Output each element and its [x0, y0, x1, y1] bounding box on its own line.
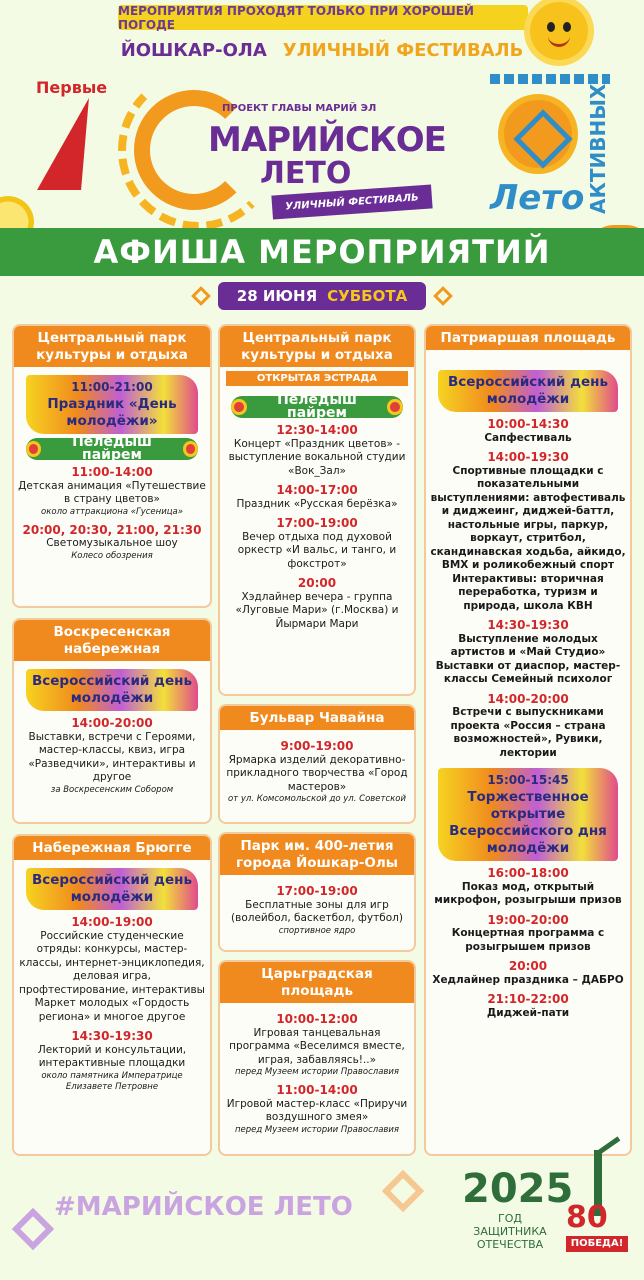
event-time: 16:00-18:00	[487, 866, 569, 880]
venue-card-park400	[218, 832, 416, 952]
event-time: 14:30-19:30	[71, 1029, 153, 1043]
highlight-banner: Всероссийский день молодёжи	[26, 868, 199, 910]
hashtag: #МАРИЙСКОЕ ЛЕТО	[54, 1192, 353, 1222]
header-city: ЙОШКАР-ОЛА	[120, 40, 267, 61]
year-2025: 2025	[462, 1166, 574, 1212]
logo-title-line1: МАРИЙСКОЕ	[208, 120, 446, 160]
event-note: перед Музеем истории Православия	[234, 1067, 400, 1077]
event-note: за Воскресенским Собором	[50, 784, 174, 795]
pill-label: Пеледыш пайрем	[72, 433, 152, 463]
date-day: 28 ИЮНЯ	[236, 287, 318, 305]
ornament-icon	[382, 1170, 424, 1212]
event-time: 14:00-19:30	[487, 450, 569, 464]
highlight-banner: Всероссийский день молодёжи	[438, 370, 618, 412]
leto-word: Лето	[490, 178, 585, 218]
highlight-banner: Всероссийский день молодёжи	[26, 669, 199, 711]
venue-title: Центральный парк культуры и отдыха	[220, 326, 414, 367]
date-weekday: СУББОТА	[327, 287, 408, 305]
event-text: Светомузыкальное шоу	[46, 537, 178, 549]
pervye-logo-text: Первые	[36, 78, 108, 97]
leto-aktivnykh-logo	[490, 74, 610, 216]
venue-title: Патриаршая площадь	[426, 326, 630, 350]
event-text: Детская анимация «Путешествие в страну цветов»	[18, 479, 206, 505]
event-note: спортивное ядро	[278, 925, 356, 936]
event-title: Праздник «День молодёжи»	[47, 396, 177, 429]
event-text: Сапфестиваль	[484, 431, 572, 444]
event-text: Хэдлайнер вечера - группа «Луговые Мари» (г.Москва) и Йырмари Мари	[235, 590, 399, 630]
event-note: перед Музеем истории Православия	[234, 1124, 400, 1135]
event-text: Хедлайнер праздника – ДАБРО	[432, 973, 624, 986]
pill-label: Пеледыш пайрем	[277, 391, 357, 421]
venue-card-central-park-1	[12, 324, 212, 608]
flower-icon	[26, 441, 41, 457]
year-subtitle: ГОД ЗАЩИТНИКА ОТЕЧЕСТВА	[473, 1212, 547, 1251]
event-time: 14:00-17:00	[276, 483, 358, 497]
event-time: 11:00-14:00	[276, 1083, 358, 1097]
event-time: 9:00-19:00	[280, 739, 354, 753]
stage-label: ОТКРЫТАЯ ЭСТРАДА	[226, 371, 408, 386]
event-text: Лекторий и консультации, интерактивные площадки	[37, 1043, 187, 1069]
event-note: от ул. Комсомольской до ул. Советской	[227, 794, 407, 804]
header-festival: УЛИЧНЫЙ ФЕСТИВАЛЬ	[282, 40, 524, 61]
venue-card-tsargrad	[218, 960, 416, 1156]
ornament-strip-icon	[490, 74, 610, 84]
aktivnykh-word: АКТИВНЫХ	[586, 83, 610, 214]
venue-title: Парк им. 400-летия города Йошкар-Олы	[220, 834, 414, 875]
venue-title: Центральный парк культуры и отдыха	[14, 326, 210, 367]
header-line	[0, 40, 644, 62]
ornament-icon	[12, 1208, 54, 1250]
ornament-icon	[433, 286, 453, 306]
venue-card-central-park-2	[218, 324, 416, 696]
highlight-banner	[26, 375, 199, 434]
venue-card-chavain	[218, 704, 416, 824]
event-time: 15:00-15:45	[487, 773, 569, 787]
flower-icon	[231, 399, 246, 415]
event-time: 17:00-19:00	[276, 884, 358, 898]
event-text: Российские студенческие отряды: конкурсы, мастер-классы, интернет-энциклопедия, деловая игра, профтестирование, интерактивы Маркет молодых «Гордость региона» и многое другое	[19, 929, 205, 1023]
logo-strip: УЛИЧНЫЙ ФЕСТИВАЛЬ	[271, 184, 432, 219]
event-text: Праздник «Русская берёзка»	[236, 497, 398, 510]
event-text: Игровая танцевальная программа «Веселимся вместе, играя, забавляясь!..»	[229, 1026, 405, 1066]
peledysh-pill	[26, 433, 199, 463]
logo-subtitle: ПРОЕКТ ГЛАВЫ МАРИЙ ЭЛ	[222, 103, 377, 114]
event-text: Вечер отдыха под духовой оркестр «И вальс, и танго, и фокстрот»	[237, 530, 397, 570]
event-time: 20:00	[508, 959, 548, 973]
event-time: 12:30-14:00	[276, 423, 358, 437]
venue-title: Бульвар Чавайна	[220, 706, 414, 730]
event-text: Встречи с выпускниками проекта «Россия – страна возможностей», Рувики, лектории	[450, 706, 606, 759]
date-badge	[218, 282, 426, 310]
page-title: АФИША МЕРОПРИЯТИЙ	[0, 228, 644, 276]
event-text: Концертная программа с розыгрышем призов	[451, 927, 605, 953]
pobeda-number: 80	[566, 1200, 608, 1235]
event-text: Выставки, встречи с Героями, мастер-классы, квиз, игра «Разведчики», интерактивы и другое	[28, 730, 196, 783]
venue-card-brugge	[12, 834, 212, 1156]
event-time: 20:00, 20:30, 21:00, 21:30	[22, 522, 202, 537]
event-time: 10:00-12:00	[276, 1012, 358, 1026]
event-time: 14:30-19:30	[487, 618, 569, 632]
peledysh-pill	[231, 391, 402, 421]
venue-card-voskresenskaya	[12, 618, 212, 824]
event-time: 20:00	[297, 576, 337, 590]
venue-title: Набережная Брюгге	[14, 836, 210, 860]
venue-title: Царьградская площадь	[220, 962, 414, 1003]
event-time: 17:00-19:00	[276, 516, 358, 530]
pobeda-label: ПОБЕДА!	[566, 1236, 628, 1252]
event-text: Концерт «Праздник цветов» - выступление вокальной студии «Вок_Зал»	[228, 437, 406, 477]
event-time: 11:00-14:00	[71, 465, 153, 479]
event-text: Выступление молодых артистов и «Май Студио» Выставки от диаспор, мастер-классы Семейный психолог	[435, 632, 621, 685]
weather-banner: МЕРОПРИЯТИЯ ПРОХОДЯТ ТОЛЬКО ПРИ ХОРОШЕЙ ПОГОДЕ	[118, 5, 528, 30]
event-title: Торжественное открытие Всероссийского дня молодёжи	[449, 789, 607, 856]
flower-icon	[387, 399, 402, 415]
event-time: 14:00-20:00	[487, 691, 569, 706]
event-time: 19:00-20:00	[487, 912, 569, 927]
ornament-icon	[191, 286, 211, 306]
pervye-logo-icon	[37, 98, 111, 190]
event-text: Спортивные площадки с показательными выступлениями: автофестиваль и диджеинг, диджей-баттл, настольные игры, паркур, воркаут, стритбол, скандинавская ходьба, айкидо, BMX и роликобежный спорт Интерактивы: вторичная переработка, туризм и природа, школа КВН	[430, 464, 626, 612]
event-time: 14:00-19:00	[71, 915, 153, 929]
event-text: Игровой мастер-класс «Приручи воздушного змея»	[226, 1097, 408, 1123]
event-note: около памятника Императрице Елизавете Петровне	[41, 1070, 183, 1092]
highlight-banner-opening	[438, 768, 618, 861]
event-time: 21:10-22:00	[487, 992, 569, 1006]
event-time: 11:00-21:00	[71, 380, 153, 394]
event-note: Колесо обозрения	[71, 550, 153, 561]
event-text: Ярмарка изделий декоративно-прикладного творчества «Город мастеров»	[226, 753, 408, 793]
event-text: Диджей-пати	[486, 1006, 570, 1019]
event-time: 10:00-14:30	[487, 417, 569, 431]
venue-card-patriarshaya	[424, 324, 632, 1156]
logo-title-line2: ЛЕТО	[260, 156, 352, 191]
event-note: около аттракциона «Гусеница»	[41, 506, 183, 517]
flower-icon	[183, 441, 198, 457]
venue-title: Воскресенская набережная	[14, 620, 210, 661]
ornament-circle-icon	[498, 94, 578, 174]
event-text: Бесплатные зоны для игр (волейбол, баскетбол, футбол)	[231, 898, 403, 924]
event-text: Показ мод, открытый микрофон, розыгрыши призов	[434, 880, 622, 906]
event-time: 14:00-20:00	[71, 716, 153, 730]
